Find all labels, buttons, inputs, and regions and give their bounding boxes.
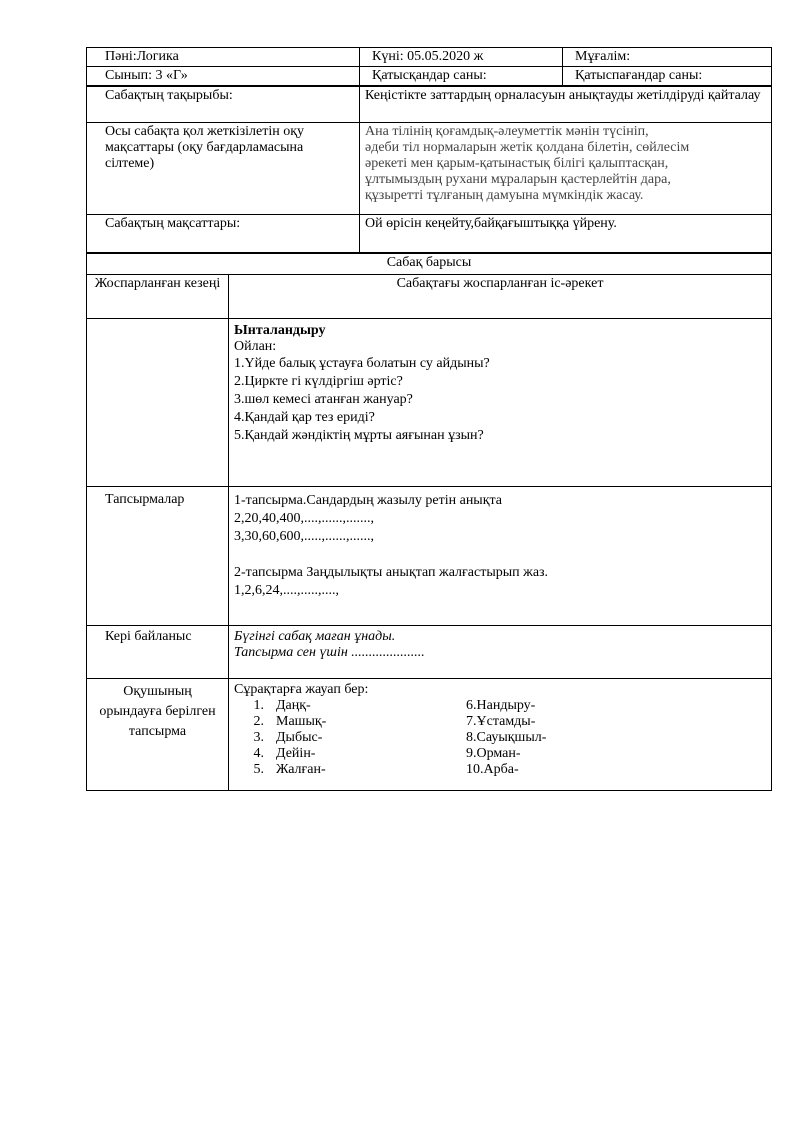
objectives-line: әрекеті мен қарым-қатынастық білігі қалыптасқан, [365, 156, 669, 171]
homework-label: Оқушының орындауға берілген тапсырма [87, 679, 229, 791]
goals-label: Сабақтың мақсаттары: [87, 215, 360, 253]
motivation-line: Ойлан: [234, 339, 277, 354]
lesson-plan-page [86, 47, 771, 791]
motivation-activity-cell [229, 319, 772, 487]
motivation-line: 4.Қандай қар тез ериді? [234, 410, 375, 425]
homework-cell [229, 679, 772, 791]
objectives-label: Осы сабақта қол жеткізілетін оқу мақсаттары (оқу бағдарламасына сілтеме) [87, 123, 360, 215]
motivation-line: 3.шөл кемесі атанған жануар? [234, 392, 413, 407]
activity-column-header: Сабақтағы жоспарланған іс-әрекет [229, 275, 772, 319]
feedback-line: Тапсырма сен үшін ..................... [234, 645, 425, 660]
date-cell: Күні: 05.05.2020 ж [360, 48, 563, 67]
feedback-label: Кері байланыс [87, 626, 229, 679]
objectives-line: құзыретті тұлғаның дамуына мүмкіндік жасау. [365, 188, 644, 203]
lesson-flow-heading: Сабақ барысы [87, 254, 772, 275]
teacher-cell: Мұғалім: [563, 48, 772, 67]
subject-cell: Пәні:Логика [87, 48, 360, 67]
motivation-title: Ынталандыру [234, 323, 326, 338]
task-line: 2,20,40,400,....,......,......., [234, 511, 374, 526]
homework-list [234, 698, 766, 778]
info-table [86, 86, 772, 253]
task-line: 1-тапсырма.Сандардың жазылу ретін анықта [234, 493, 503, 508]
flow-table [86, 253, 772, 791]
feedback-cell [229, 626, 772, 679]
homework-intro: Сұрақтарға жауап бер: [234, 682, 369, 697]
homework-item: 5. Жалған- 10.Арба- [253, 762, 519, 777]
objectives-line: әдеби тіл нормаларын жетік қолдана білетін, сөйлесім [365, 140, 690, 155]
objectives-line: ұлтымыздың рухани мұраларын қастерлейтін дара, [365, 172, 671, 187]
motivation-line: 2.Циркте гі күлдіргіш әртіс? [234, 374, 403, 389]
homework-item: 3. Дыбыс- 8.Сауықшыл- [253, 730, 547, 745]
task-line: 2-тапсырма Заңдылықты анықтап жалғастырып жаз. [234, 565, 549, 580]
topic-value: Кеңістікте заттардың орналасуын анықтауды жетілдіруді қайталау [360, 87, 772, 123]
objectives-line: Ана тілінің қоғамдық-әлеуметтік мәнін түсініп, [365, 124, 649, 139]
motivation-line: 5.Қандай жәндіктің мұрты аяғынан ұзын? [234, 428, 484, 443]
homework-item: 1. Даңқ- 6.Нандыру- [253, 698, 536, 713]
motivation-stage-cell [87, 319, 229, 487]
stage-column-header: Жоспарланған кезеңі [87, 275, 229, 319]
task-line: 3,30,60,600,.....,......,......, [234, 529, 374, 544]
present-count-cell: Қатысқандар саны: [360, 67, 563, 86]
tasks-label: Тапсырмалар [87, 487, 229, 626]
absent-count-cell: Қатыспағандар саны: [563, 67, 772, 86]
task-line [234, 546, 766, 564]
tasks-cell [229, 487, 772, 626]
homework-item: 4. Дейін- 9.Орман- [253, 746, 521, 761]
topic-label: Сабақтың тақырыбы: [87, 87, 360, 123]
motivation-line: 1.Үйде балық ұстауға болатын су айдыны? [234, 356, 490, 371]
class-cell: Сынып: 3 «Г» [87, 67, 360, 86]
homework-item: 2. Машық- 7.Ұстамды- [253, 714, 536, 729]
header-table [86, 47, 772, 86]
goals-value: Ой өрісін кеңейту,байқағыштыққа үйрену. [360, 215, 772, 253]
objectives-text [360, 123, 772, 215]
feedback-line: Бүгінгі сабақ маған ұнады. [234, 629, 396, 644]
task-line: 1,2,6,24,....,.....,...., [234, 583, 339, 598]
